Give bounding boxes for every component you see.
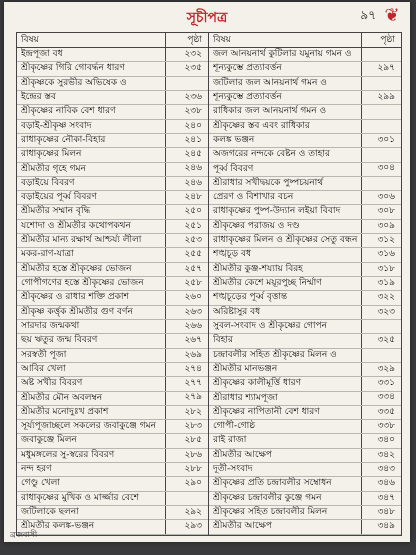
entry-page: ২৮৩ [184, 421, 202, 432]
table-row [209, 420, 401, 434]
table-row [209, 406, 401, 420]
entry-page: ২৬৩ [184, 306, 202, 317]
table-row [209, 492, 401, 506]
entry-page: ২৯৩ [184, 521, 202, 532]
entry-page: ৩৪৩ [377, 464, 395, 475]
table-row [209, 506, 401, 520]
table-row [209, 48, 401, 62]
entry-page: ২৬৬ [184, 320, 202, 331]
entry-page: ৩০৮ [377, 206, 395, 217]
entry-page: ৩১৯ [377, 277, 395, 288]
table-row [209, 148, 401, 162]
entry-title: রাধাকৃষ্ণের নৌকা-বিহার [21, 134, 106, 145]
entry-page: ২৪১ [184, 134, 202, 145]
table-row [209, 334, 401, 348]
entry-title: কলঙ্ক ভঞ্জন [213, 134, 255, 145]
table-row [209, 434, 401, 448]
entry-title: সুবল-সংবাদ ও শ্রীকৃষ্ণের গোপন [213, 320, 327, 331]
left-column-header [17, 33, 208, 48]
entry-page: ৩০১ [377, 134, 395, 145]
entry-page: ৩২৫ [377, 335, 395, 346]
table-row [17, 349, 208, 363]
entry-page: ৩০৪ [377, 163, 395, 174]
entry-title: আবির খেলা [21, 363, 66, 374]
left-column [17, 33, 209, 535]
table-row [209, 463, 401, 477]
table-row [17, 234, 208, 248]
entry-title: গোপী-গোষ্ঠ [213, 421, 256, 432]
table-row [17, 77, 208, 91]
table-row [209, 248, 401, 262]
entry-page: ২৪৮ [184, 192, 202, 203]
entry-title: শ্রীমতীর মনোদুঃখ প্রকাশ [21, 406, 109, 417]
right-column-header [209, 33, 401, 48]
entry-title: রাধাকৃষ্ণের মুখিক ও মার্জ্জার বেশে [21, 492, 139, 503]
table-row [209, 392, 401, 406]
entry-page: ২৮৫ [184, 435, 202, 446]
entry-title: জটিলাকে ছলনা [21, 507, 79, 517]
table-row [17, 248, 208, 262]
entry-title: শ্রীকৃষ্ণের গিরি গোবর্দ্ধন ধারণ [21, 63, 125, 74]
entry-page: ৩২২ [377, 292, 395, 303]
table-row [17, 120, 208, 134]
table-row [17, 205, 208, 219]
entry-title: রাধাকৃষ্ণের মিলন [21, 149, 82, 160]
entry-page: ২৫৫ [184, 249, 202, 260]
entry-title: শ্রীমতীর কেশে ময়ূরপুচ্ছ নির্ম্মাণ [213, 278, 322, 288]
entry-page: ৩৪৯ [377, 521, 395, 532]
contents-table [16, 32, 402, 536]
entry-page: ২৭৭ [184, 378, 202, 389]
entry-title: শ্রীকৃষ্ণের স্তব এবং রাধিকার [213, 120, 310, 131]
page-title: সূচীপত্র [186, 10, 228, 26]
entry-page: ৩৩৪ [377, 392, 395, 403]
table-row [17, 449, 208, 463]
entry-page: ২৪৬ [184, 177, 202, 188]
entry-page: ৩১৮ [377, 263, 395, 274]
entry-title: বড়াইয়ে বিবরণ [21, 177, 75, 188]
table-row [17, 62, 208, 76]
entry-page: ৩৩১ [377, 378, 395, 389]
table-row [17, 148, 208, 162]
page-heading: পৃষ্ঠা [187, 35, 202, 45]
entry-title: শ্রীমতীর কুঞ্জ-শয্যায় বিরহ [213, 263, 303, 274]
table-row [209, 363, 401, 377]
table-row [209, 477, 401, 491]
entry-title: শ্রীমতীর আক্ষেপ [213, 449, 273, 460]
entry-title: সরস্বতী পূজা [21, 349, 67, 360]
entry-page: ৩৪৮ [377, 506, 395, 517]
entry-title: শ্রীকৃষ্ণকে সুরভীর অভিষেক ও [21, 77, 127, 88]
entry-title: ইন্দ্রপূজা বধ [21, 49, 63, 59]
entry-page: ২৪৬ [184, 163, 202, 174]
entry-page: ৩৪৬ [377, 478, 395, 489]
table-row [209, 77, 401, 91]
entry-title: শ্রীকৃষ্ণের পরাজয় ও দণ্ড [213, 220, 300, 231]
page-header [4, 2, 410, 32]
table-row [17, 105, 208, 119]
right-column [209, 33, 401, 535]
entry-page: ২৫৩ [184, 235, 202, 246]
entry-page: ৩২৩ [377, 306, 395, 317]
entry-page: ২৫৭ [184, 263, 202, 274]
entry-page: ২৮২ [184, 406, 202, 417]
entry-title: শ্রীমতীর মৌন অবলম্বন [21, 392, 103, 403]
entry-title: শঙ্খচূড় বধ [213, 249, 251, 260]
ornament-icon: ❦ [384, 5, 400, 26]
table-row [17, 220, 208, 234]
table-row [17, 91, 208, 105]
entry-title: শ্রীরাধার সখীদ্বয়কে পুষ্পচয়নার্থ [213, 177, 324, 188]
entry-title: রাধিকার জল আনয়নার্থ গমন ও [213, 106, 327, 117]
entry-title: নন্দ হরণ [21, 464, 52, 475]
entry-title: শ্রীকৃষ্ণ কর্ত্তৃক শ্রীমতীর গুণ বর্ণন [21, 306, 133, 317]
entry-title: রাধাকৃষ্ণের পুষ্প-উদ্যান লইয়া বিবাদ [213, 206, 341, 217]
book-page [4, 2, 410, 542]
entry-title: যশোদা ও শ্রীমতীর কথোপকথন [21, 220, 131, 231]
page-number: ৯৭ [360, 8, 376, 22]
table-row [209, 449, 401, 463]
table-row [17, 492, 208, 506]
entry-page: ৩১৬ [377, 249, 395, 260]
table-row [209, 234, 401, 248]
entry-title: শ্রীমতীর গৃহে গমন [21, 163, 86, 174]
entry-title: শ্রীকৃষ্ণের সহিত চন্দ্রাবলীর মিলন [213, 507, 328, 517]
entry-page: ৩৪৭ [377, 492, 395, 503]
page-heading: পৃষ্ঠা [380, 35, 395, 45]
table-row [209, 349, 401, 363]
entry-title: জটিলার জল আনয়নার্থ গমন ও [213, 77, 327, 88]
entry-title: শ্রীকৃষ্ণের কালীমূর্ত্তি ধারণ [213, 378, 302, 389]
table-row [17, 134, 208, 148]
entry-title: শ্রীমতীর সম্মান বৃদ্ধি [21, 206, 91, 217]
entry-title: পূর্ব্ব বিবরণ [213, 163, 254, 174]
table-row [17, 434, 208, 448]
entry-title: সূর্য্যপূজাচ্ছলে সকলের জবাকুঞ্জে গমন [21, 421, 156, 432]
table-row [17, 277, 208, 291]
table-row [17, 363, 208, 377]
table-row [209, 191, 401, 205]
entry-title: শ্রীমতীর হস্তে শ্রীকৃষ্ণের ভোজন [21, 263, 132, 274]
entry-title: দূতী-সংবাদ [213, 464, 253, 475]
entry-title: শ্রীমতীর মান্য রক্ষার্থ আশ্চর্য্য লীলা [21, 235, 142, 246]
table-row [17, 406, 208, 420]
entry-page: ২৬৭ [184, 335, 202, 346]
entry-page: ৩৪০ [377, 435, 395, 446]
table-row [209, 277, 401, 291]
table-row [17, 163, 208, 177]
entry-title: মধুমঙ্গলের সু-স্বরের বিবরণ [21, 449, 115, 460]
table-row [17, 520, 208, 534]
table-row [209, 134, 401, 148]
table-row [17, 334, 208, 348]
entry-title: বিহার [213, 335, 233, 346]
entry-title: বড়াইয়ের পূর্ব্ব বিবরণ [21, 192, 97, 203]
entry-title: শ্রীকৃষ্ণের নাবিক বেশ ধারণ [21, 106, 116, 117]
entry-page: ২৫১ [184, 220, 202, 231]
footer-note: ব্রজবাসী [10, 530, 38, 539]
table-row [209, 320, 401, 334]
table-row [17, 506, 208, 520]
table-row [17, 463, 208, 477]
entry-page: ২৩৬ [184, 91, 202, 102]
left-rows [17, 48, 208, 535]
entry-page: ২৪৫ [184, 149, 202, 160]
entry-title: জবাকুঞ্জে মিলন [21, 435, 77, 446]
table-row [209, 220, 401, 234]
table-row [17, 48, 208, 62]
table-row [209, 306, 401, 320]
table-row [17, 392, 208, 406]
table-row [209, 163, 401, 177]
table-row [17, 291, 208, 305]
entry-page: ২৮৬ [184, 449, 202, 460]
right-rows [209, 48, 401, 535]
entry-page: ২৩৮ [184, 106, 202, 117]
entry-page: ৩২৯ [377, 363, 395, 374]
entry-title: রাধাকৃষ্ণের মিলন ও শ্রীকৃষ্ণের সেতু বন্ধন [213, 235, 358, 246]
entry-title: শ্রীমতীর আক্ষেপ [213, 521, 273, 532]
table-row [17, 177, 208, 191]
entry-page: ৩০৬ [377, 192, 395, 203]
entry-title: জল আনয়নার্থ কুটিলার যমুনায় গমন ও [213, 49, 352, 59]
entry-title: বড়াই-শ্রীকৃষ্ণ সংবাদ [21, 120, 92, 131]
entry-page: ৩০৯ [377, 220, 395, 231]
entry-title: শ্রীমতীর মানভঞ্জন [213, 363, 278, 374]
entry-page: ২৩২ [184, 48, 202, 59]
entry-title: ছয় ঋতুর জন্ম বিবরণ [21, 335, 98, 346]
table-row [209, 105, 401, 119]
entry-page: ৩১২ [377, 235, 395, 246]
entry-page: ২৬০ [184, 292, 202, 303]
entry-title: মকর-রাণ-যাত্রা [21, 249, 74, 260]
entry-page: ৩৩৮ [377, 421, 395, 432]
entry-page: ৩৩৫ [377, 406, 395, 417]
entry-title: শূন্যকুম্ভে প্রত্যাবর্ত্তন [213, 91, 282, 102]
table-row [209, 91, 401, 105]
entry-title: অরিষ্টাসুর বধ [213, 306, 261, 317]
table-row [17, 191, 208, 205]
table-row [209, 291, 401, 305]
entry-page: ২৫৮ [184, 277, 202, 288]
entry-page: ২৭৪ [184, 363, 202, 374]
entry-page: ২৯২ [184, 506, 202, 517]
entry-title: শ্রীকৃষ্ণের প্রতি চন্দ্রাবলীর সম্বোধন [213, 478, 332, 489]
table-row [17, 377, 208, 391]
entry-page: ২৭৯ [184, 392, 202, 403]
table-row [209, 120, 401, 134]
entry-page: ২৯৭ [377, 63, 395, 74]
table-row [17, 420, 208, 434]
subject-heading: বিষয় [21, 35, 39, 45]
entry-page: ২৩৫ [184, 63, 202, 74]
entry-title: গেণ্ডু খেলা [21, 478, 60, 489]
table-row [209, 377, 401, 391]
entry-title: শঙ্খচূড়ের পূর্ব্ব বৃত্তান্ত [213, 292, 288, 303]
entry-title: শ্রীরাধার শ্যামপূজা [213, 392, 278, 403]
table-row [17, 320, 208, 334]
entry-title: অষ্ট সখীর বিবরণ [21, 378, 83, 389]
entry-title: চন্দ্রাবলীর সহিত শ্রীকৃষ্ণের মিলন ও [213, 349, 337, 360]
entry-page: ২৯০ [184, 478, 202, 489]
table-row [209, 263, 401, 277]
table-row [209, 62, 401, 76]
entry-title: রাই রাজা [213, 435, 247, 446]
entry-page: ৩৪২ [377, 449, 395, 460]
entry-title: শ্রীকৃষ্ণের নাপিতানী বেশ ধারণ [213, 406, 320, 417]
entry-title: গোপীগণের হস্তে শ্রীকৃষ্ণের ভোজন [21, 278, 144, 288]
entry-title: ইন্দ্রের স্তব [21, 91, 56, 102]
table-row [17, 306, 208, 320]
entry-title: অজগরের নন্দকে বেষ্টন ও তাহার [213, 149, 330, 160]
table-row [209, 177, 401, 191]
entry-page: ২৪০ [184, 120, 202, 131]
entry-title: সারদার জন্মকথা [21, 320, 80, 331]
entry-title: শ্রীমতীর কলঙ্ক-ভঞ্জন [21, 521, 95, 532]
entry-title: প্রেরণ ও বিশাখার বচন [213, 192, 294, 203]
entry-page: ২৬৯ [184, 349, 202, 360]
entry-page: ২৮৮ [184, 464, 202, 475]
entry-title: শ্রীকৃষ্ণের ও রাধার শক্তি প্রকাশ [21, 292, 129, 303]
table-row [209, 205, 401, 219]
table-row [17, 477, 208, 491]
subject-heading: বিষয় [213, 35, 231, 45]
entry-page: ২৫০ [184, 206, 202, 217]
entry-page: ২৯৯ [377, 91, 395, 102]
entry-title: শ্রীকৃষ্ণের চন্দ্রাবলীর কুঞ্জে গমন [213, 492, 322, 503]
entry-title: শূন্যকুম্ভে প্রত্যাবর্ত্তন [213, 63, 282, 74]
table-row [17, 263, 208, 277]
table-row [209, 520, 401, 534]
